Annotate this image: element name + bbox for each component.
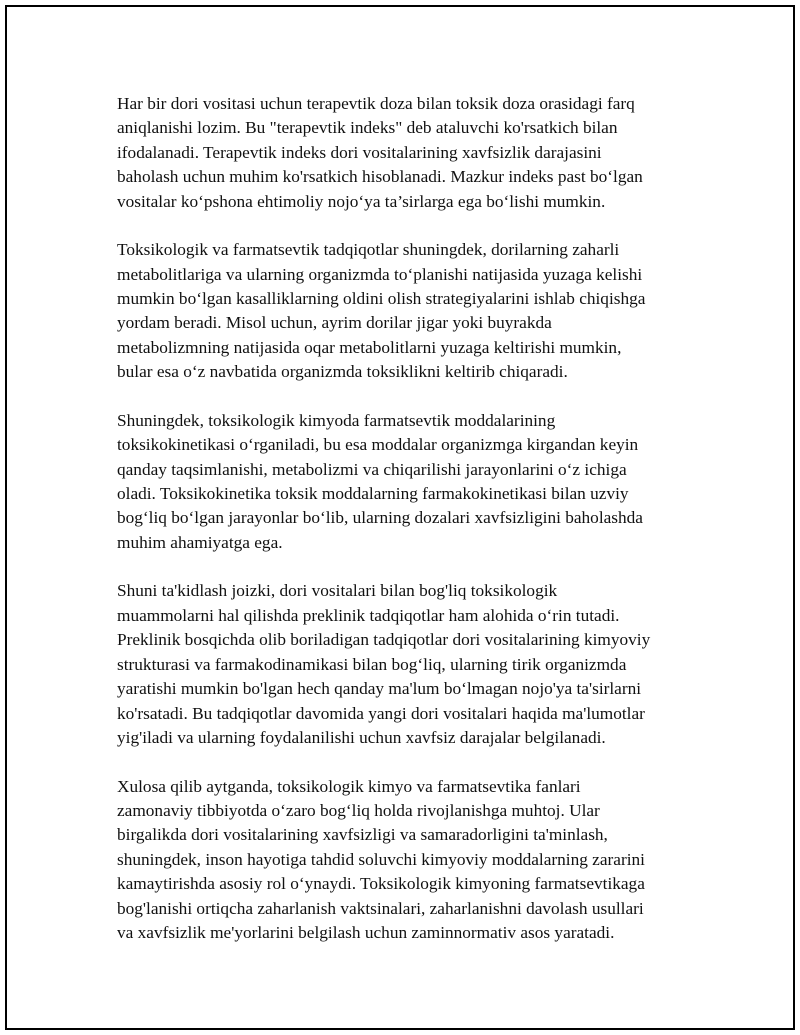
text-line: strukturasi va farmakodinamikasi bilan bog‘liq, ularning tirik organizmda bbox=[117, 654, 627, 674]
text-line: yaratishi mumkin bo'lgan hech qanday ma'lum bo‘lmagan nojo'ya ta'sirlarni bbox=[117, 679, 642, 699]
text-line: va xavfsizlik me'yorlarini belgilash uchun zaminnormativ asos yaratadi. bbox=[117, 922, 615, 942]
text-line: shuningdek, inson hayotiga tahdid soluvchi kimyoviy moddalarning zararini bbox=[117, 849, 645, 869]
text-line: muhim ahamiyatga ega. bbox=[117, 532, 283, 552]
text-line: bog'lanishi ortiqcha zaharlanish vaktsinalari, zaharlanishni davolash usullari bbox=[117, 898, 644, 918]
text-line: mumkin bo‘lgan kasalliklarning oldini olish strategiyalarini ishlab chiqishga bbox=[117, 289, 646, 309]
text-line: Xulosa qilib aytganda, toksikologik kimyo va farmatsevtika fanlari bbox=[117, 776, 581, 796]
text-line: Shuningdek, toksikologik kimyoda farmatsevtik moddalarining bbox=[117, 410, 556, 430]
text-line: yig'iladi va ularning foydalanilishi uchun xavfsiz darajalar belgilanadi. bbox=[117, 727, 606, 747]
text-line: ko'rsatadi. Bu tadqiqotlar davomida yangi dori vositalari haqida ma'lumotlar bbox=[117, 703, 645, 723]
text-line: metabolitlariga va ularning organizmda to‘planishi natijasida yuzaga kelishi bbox=[117, 264, 643, 284]
text-line: Har bir dori vositasi uchun terapevtik doza bilan toksik doza orasidagi farq bbox=[117, 94, 635, 113]
text-line: Shuni ta'kidlash joizki, dori vositalari bilan bog'liq toksikologik bbox=[117, 581, 558, 601]
paragraph-therapeutic-index bbox=[117, 92, 697, 214]
paragraph-conclusion bbox=[117, 775, 697, 946]
text-line: qanday taqsimlanishi, metabolizmi va chiqarilishi jarayonlarini o‘z ichiga bbox=[117, 459, 627, 479]
text-line: metabolizmning natijasida oqar metabolitlarni yuzaga keltirishi mumkin, bbox=[117, 337, 622, 357]
paragraph-preclinical-studies bbox=[117, 579, 697, 750]
text-line: oladi. Toksikokinetika toksik moddalarning farmakokinetikasi bilan uzviy bbox=[117, 484, 629, 504]
text-line: ifodalanadi. Terapevtik indeks dori vositalarining xavfsizlik darajasini bbox=[117, 142, 602, 162]
text-line: Preklinik bosqichda olib boriladigan tadqiqotlar dori vositalarining kimyoviy bbox=[117, 630, 651, 650]
text-line: vositalar ko‘pshona ehtimoliy nojo‘ya ta’sirlarga ega bo‘lishi mumkin. bbox=[117, 191, 606, 211]
text-line: kamaytirishda asosiy rol o‘ynaydi. Toksikologik kimyoning farmatsevtikaga bbox=[117, 874, 645, 894]
text-line: bular esa o‘z navbatida organizmda toksiklikni keltirib chiqaradi. bbox=[117, 362, 568, 382]
text-line: bog‘liq bo‘lgan jarayonlar bo‘lib, ularning dozalari xavfsizligini baholashda bbox=[117, 508, 643, 528]
text-line: baholash uchun muhim ko'rsatkich hisoblanadi. Mazkur indeks past bo‘lgan bbox=[117, 167, 643, 187]
paragraph-toxicokinetics bbox=[117, 409, 697, 555]
text-line: yordam beradi. Misol uchun, ayrim dorilar jigar yoki buyrakda bbox=[117, 313, 552, 333]
document-body bbox=[117, 92, 697, 970]
text-line: toksikokinetikasi o‘rganiladi, bu esa moddalar organizmga kirgandan keyin bbox=[117, 435, 639, 455]
text-line: aniqlanishi lozim. Bu "terapevtik indeks" deb ataluvchi ko'rsatkich bilan bbox=[117, 118, 618, 138]
text-line: birgalikda dori vositalarining xavfsizligi va samaradorligini ta'minlash, bbox=[117, 825, 608, 845]
paragraph-toxic-metabolites bbox=[117, 238, 697, 384]
text-line: zamonaviy tibbiyotda o‘zaro bog‘liq holda rivojlanishga muhtoj. Ular bbox=[117, 800, 600, 820]
text-line: muammolarni hal qilishda preklinik tadqiqotlar ham alohida o‘rin tutadi. bbox=[117, 605, 620, 625]
text-line: Toksikologik va farmatsevtik tadqiqotlar shuningdek, dorilarning zaharli bbox=[117, 240, 620, 260]
